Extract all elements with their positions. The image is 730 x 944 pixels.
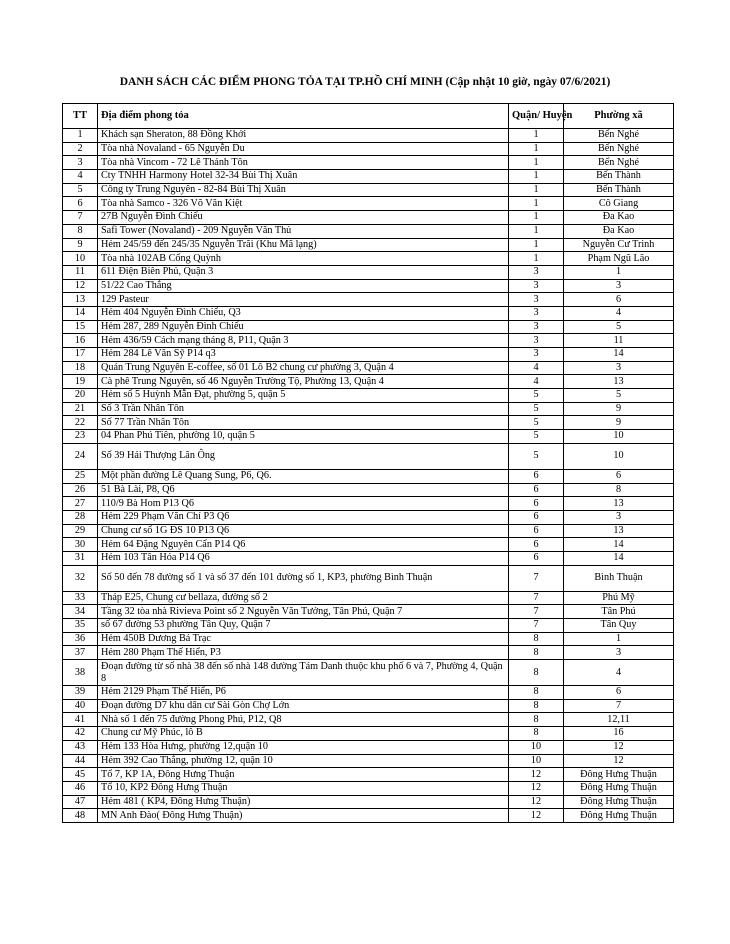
table-row [63,361,674,375]
row-ward: Bến Thành [564,170,674,184]
row-place: 129 Pasteur [98,293,509,307]
row-district: 1 [509,183,564,197]
table-row [63,768,674,782]
table-row [63,348,674,362]
row-place: Hẻm 103 Tân Hóa P14 Q6 [98,551,509,565]
row-number: 20 [63,389,98,403]
table-row [63,469,674,483]
table-row [63,713,674,727]
row-district: 8 [509,727,564,741]
row-district: 8 [509,646,564,660]
row-district: 1 [509,238,564,252]
row-number: 45 [63,768,98,782]
row-district: 5 [509,430,564,444]
row-number: 43 [63,740,98,754]
table-row [63,389,674,403]
row-number: 30 [63,538,98,552]
row-district: 6 [509,524,564,538]
table-row [63,252,674,266]
table-row [63,591,674,605]
row-place: Một phần đường Lê Quang Sung, P6, Q6. [98,469,509,483]
row-number: 3 [63,156,98,170]
row-place: 27B Nguyễn Đình Chiểu [98,211,509,225]
row-number: 5 [63,183,98,197]
row-place: Tầng 32 tòa nhà Rivieva Point số 2 Nguyễn Văn Tưởng, Tân Phú, Quận 7 [98,605,509,619]
row-number: 21 [63,402,98,416]
table-row [63,334,674,348]
table-row [63,129,674,143]
row-place: Khách sạn Sheraton, 88 Đồng Khởi [98,129,509,143]
row-number: 28 [63,510,98,524]
row-district: 7 [509,605,564,619]
table-row [63,293,674,307]
row-district: 8 [509,699,564,713]
row-place: Hẻm 481 ( KP4, Đông Hưng Thuận) [98,795,509,809]
table-row [63,795,674,809]
table-row [63,619,674,633]
row-place: Cà phê Trung Nguyên, số 46 Nguyễn Trường Tộ, Phường 13, Quận 4 [98,375,509,389]
row-ward: 3 [564,510,674,524]
table-row [63,740,674,754]
row-district: 1 [509,156,564,170]
table-row [63,632,674,646]
row-number: 1 [63,129,98,143]
row-number: 38 [63,660,98,686]
row-ward: Bến Nghé [564,156,674,170]
row-number: 9 [63,238,98,252]
table-row [63,510,674,524]
row-ward: 14 [564,538,674,552]
row-ward: Đông Hưng Thuận [564,795,674,809]
row-number: 32 [63,565,98,591]
table-row [63,538,674,552]
row-number: 6 [63,197,98,211]
row-place: Tổ 10, KP2 Đông Hưng Thuận [98,781,509,795]
table-row [63,224,674,238]
row-number: 17 [63,348,98,362]
header-district: Quận/ Huyện [509,104,564,129]
row-ward: 1 [564,632,674,646]
row-number: 11 [63,265,98,279]
row-number: 26 [63,483,98,497]
row-district: 6 [509,510,564,524]
table-row [63,416,674,430]
row-ward: 3 [564,279,674,293]
row-ward: Đa Kao [564,211,674,225]
row-number: 34 [63,605,98,619]
row-ward: 16 [564,727,674,741]
table-row [63,483,674,497]
row-ward: 10 [564,430,674,444]
table-row [63,565,674,591]
row-place: Hẻm 392 Cao Thắng, phường 12, quận 10 [98,754,509,768]
table-row [63,211,674,225]
row-district: 1 [509,170,564,184]
row-district: 4 [509,375,564,389]
row-ward: 9 [564,402,674,416]
row-district: 5 [509,443,564,469]
row-number: 40 [63,699,98,713]
row-number: 19 [63,375,98,389]
row-number: 47 [63,795,98,809]
row-number: 4 [63,170,98,184]
row-district: 6 [509,497,564,511]
row-district: 4 [509,361,564,375]
lockdown-table [62,103,674,823]
row-district: 3 [509,279,564,293]
document-title: DANH SÁCH CÁC ĐIỂM PHONG TỎA TẠI TP.HỒ CHÍ MINH (Cập nhật 10 giờ, ngày 07/6/2021) [119,76,611,88]
row-place: Hẻm 436/59 Cách mạng tháng 8, P11, Quận 3 [98,334,509,348]
row-place: Hẻm 404 Nguyễn Đình Chiểu, Q3 [98,306,509,320]
table-row [63,183,674,197]
table-row [63,375,674,389]
row-ward: Tân Phú [564,605,674,619]
row-ward: 11 [564,334,674,348]
table-row [63,660,674,686]
row-district: 1 [509,252,564,266]
row-place: Tháp E25, Chung cư bellaza, đường số 2 [98,591,509,605]
table-row [63,809,674,823]
row-ward: Bình Thuận [564,565,674,591]
row-place: Đoạn đường D7 khu dân cư Sài Gòn Chợ Lớn [98,699,509,713]
row-ward: 6 [564,469,674,483]
row-district: 3 [509,348,564,362]
row-place: Hẻm 2129 Phạm Thế Hiển, P6 [98,686,509,700]
row-district: 1 [509,129,564,143]
row-place: Số 50 đến 78 đường số 1 và số 37 đến 101 đường số 1, KP3, phường Bình Thuận [98,565,509,591]
row-place: Hẻm 280 Phạm Thế Hiển, P3 [98,646,509,660]
row-place: Số 77 Trần Nhân Tôn [98,416,509,430]
row-ward: 7 [564,699,674,713]
table-row [63,781,674,795]
row-place: Chung cư số 1G ĐS 10 P13 Q6 [98,524,509,538]
row-district: 6 [509,551,564,565]
table-row [63,497,674,511]
row-district: 8 [509,713,564,727]
row-number: 46 [63,781,98,795]
row-place: Safi Tower (Novaland) - 209 Nguyễn Văn Thủ [98,224,509,238]
row-place: Hẻm 229 Phạm Văn Chí P3 Q6 [98,510,509,524]
row-number: 15 [63,320,98,334]
table-row [63,402,674,416]
row-place: Hẻm 287, 289 Nguyễn Đình Chiểu [98,320,509,334]
table-row [63,320,674,334]
row-number: 42 [63,727,98,741]
row-number: 27 [63,497,98,511]
row-number: 16 [63,334,98,348]
row-ward: 12 [564,754,674,768]
table-row [63,551,674,565]
table-row [63,238,674,252]
row-ward: 13 [564,497,674,511]
row-number: 35 [63,619,98,633]
row-place: Tòa nhà Novaland - 65 Nguyễn Du [98,142,509,156]
row-district: 10 [509,754,564,768]
row-place: Hẻm 450B Dương Bá Trạc [98,632,509,646]
row-district: 3 [509,320,564,334]
row-ward: 6 [564,293,674,307]
row-district: 8 [509,632,564,646]
row-ward: 3 [564,646,674,660]
row-district: 1 [509,197,564,211]
row-district: 12 [509,781,564,795]
row-ward: 14 [564,551,674,565]
header-tt: TT [63,104,98,129]
row-ward: 5 [564,389,674,403]
row-number: 25 [63,469,98,483]
table-row [63,279,674,293]
row-district: 12 [509,809,564,823]
row-place: Hẻm 64 Đặng Nguyên Cẩn P14 Q6 [98,538,509,552]
row-ward: 13 [564,375,674,389]
row-place: Nhà số 1 đến 75 đường Phong Phú, P12, Q8 [98,713,509,727]
row-number: 22 [63,416,98,430]
table-row [63,156,674,170]
row-district: 5 [509,416,564,430]
row-place: Tòa nhà Samco - 326 Võ Văn Kiệt [98,197,509,211]
row-district: 8 [509,660,564,686]
table-row [63,605,674,619]
row-ward: Bến Nghé [564,142,674,156]
row-place: MN Anh Đào( Đông Hưng Thuận) [98,809,509,823]
row-place: Cty TNHH Harmony Hotel 32-34 Bùi Thị Xuân [98,170,509,184]
row-ward: 6 [564,686,674,700]
row-ward: 13 [564,524,674,538]
row-district: 3 [509,306,564,320]
row-number: 8 [63,224,98,238]
row-ward: Bến Thành [564,183,674,197]
table-row [63,727,674,741]
row-number: 10 [63,252,98,266]
row-number: 14 [63,306,98,320]
row-number: 39 [63,686,98,700]
table-row [63,699,674,713]
row-ward: Đông Hưng Thuận [564,809,674,823]
table-row [63,754,674,768]
row-ward: 5 [564,320,674,334]
row-number: 44 [63,754,98,768]
row-place: Hẻm 284 Lê Văn Sỹ P14 q3 [98,348,509,362]
table-body [63,129,674,823]
row-number: 23 [63,430,98,444]
row-place: số 67 đường 53 phường Tân Quy, Quận 7 [98,619,509,633]
table-row [63,265,674,279]
row-number: 33 [63,591,98,605]
table-row [63,306,674,320]
row-place: 51 Bà Lài, P8, Q6 [98,483,509,497]
row-number: 7 [63,211,98,225]
row-district: 1 [509,211,564,225]
row-ward: Đông Hưng Thuận [564,781,674,795]
row-place: Tòa nhà 102AB Cống Quỳnh [98,252,509,266]
row-number: 2 [63,142,98,156]
row-district: 7 [509,591,564,605]
table-row [63,142,674,156]
row-place: Công ty Trung Nguyên - 82-84 Bùi Thị Xuân [98,183,509,197]
row-district: 6 [509,483,564,497]
row-district: 12 [509,768,564,782]
row-ward: Tân Quy [564,619,674,633]
row-place: 110/9 Bà Hom P13 Q6 [98,497,509,511]
row-number: 31 [63,551,98,565]
row-ward: 12 [564,740,674,754]
row-ward: 14 [564,348,674,362]
row-district: 1 [509,224,564,238]
row-place: Hẻm số 5 Huỳnh Mẫn Đạt, phường 5, quận 5 [98,389,509,403]
row-number: 12 [63,279,98,293]
row-place: Đoạn đường từ số nhà 38 đến số nhà 148 đường Tám Danh thuộc khu phố 6 và 7, Phường 4, Quận 8 [98,660,509,686]
row-ward: 12,11 [564,713,674,727]
row-place: Số 3 Trần Nhân Tôn [98,402,509,416]
row-place: Số 39 Hải Thượng Lãn Ông [98,443,509,469]
row-number: 24 [63,443,98,469]
header-ward: Phường xã [564,104,674,129]
row-district: 8 [509,686,564,700]
header-place: Địa điểm phong tỏa [98,104,509,129]
table-row [63,524,674,538]
row-place: 04 Phan Phú Tiên, phường 10, quận 5 [98,430,509,444]
row-ward: 8 [564,483,674,497]
row-number: 36 [63,632,98,646]
row-district: 5 [509,389,564,403]
table-header-row [63,104,674,129]
row-district: 3 [509,334,564,348]
row-place: Tổ 7, KP 1A, Đông Hưng Thuận [98,768,509,782]
row-district: 7 [509,565,564,591]
row-district: 3 [509,265,564,279]
row-district: 7 [509,619,564,633]
row-ward: 1 [564,265,674,279]
row-district: 12 [509,795,564,809]
row-ward: Bến Nghé [564,129,674,143]
row-ward: Đông Hưng Thuận [564,768,674,782]
table-row [63,430,674,444]
row-place: Hẻm 245/59 đến 245/35 Nguyễn Trãi (Khu Mã lạng) [98,238,509,252]
table-row [63,197,674,211]
row-district: 6 [509,469,564,483]
row-number: 37 [63,646,98,660]
row-number: 29 [63,524,98,538]
row-place: Tòa nhà Vincom - 72 Lê Thánh Tôn [98,156,509,170]
row-district: 10 [509,740,564,754]
row-ward: 4 [564,660,674,686]
row-ward: Phạm Ngũ Lão [564,252,674,266]
row-district: 3 [509,293,564,307]
row-place: Quán Trung Nguyên E-coffee, số 01 Lô B2 chung cư phường 3, Quận 4 [98,361,509,375]
row-ward: 10 [564,443,674,469]
row-number: 48 [63,809,98,823]
row-district: 1 [509,142,564,156]
row-place: Hẻm 133 Hòa Hưng, phường 12,quận 10 [98,740,509,754]
table-row [63,170,674,184]
row-number: 41 [63,713,98,727]
row-ward: Đa Kao [564,224,674,238]
table-row [63,686,674,700]
row-ward: Nguyễn Cư Trinh [564,238,674,252]
row-ward: Cô Giang [564,197,674,211]
row-place: 51/22 Cao Thắng [98,279,509,293]
row-number: 13 [63,293,98,307]
row-ward: 4 [564,306,674,320]
row-ward: Phú Mỹ [564,591,674,605]
row-place: 611 Điện Biên Phủ, Quận 3 [98,265,509,279]
row-place: Chung cư Mỹ Phúc, lô B [98,727,509,741]
row-ward: 9 [564,416,674,430]
table-row [63,443,674,469]
row-number: 18 [63,361,98,375]
row-district: 5 [509,402,564,416]
table-row [63,646,674,660]
row-district: 6 [509,538,564,552]
row-ward: 3 [564,361,674,375]
